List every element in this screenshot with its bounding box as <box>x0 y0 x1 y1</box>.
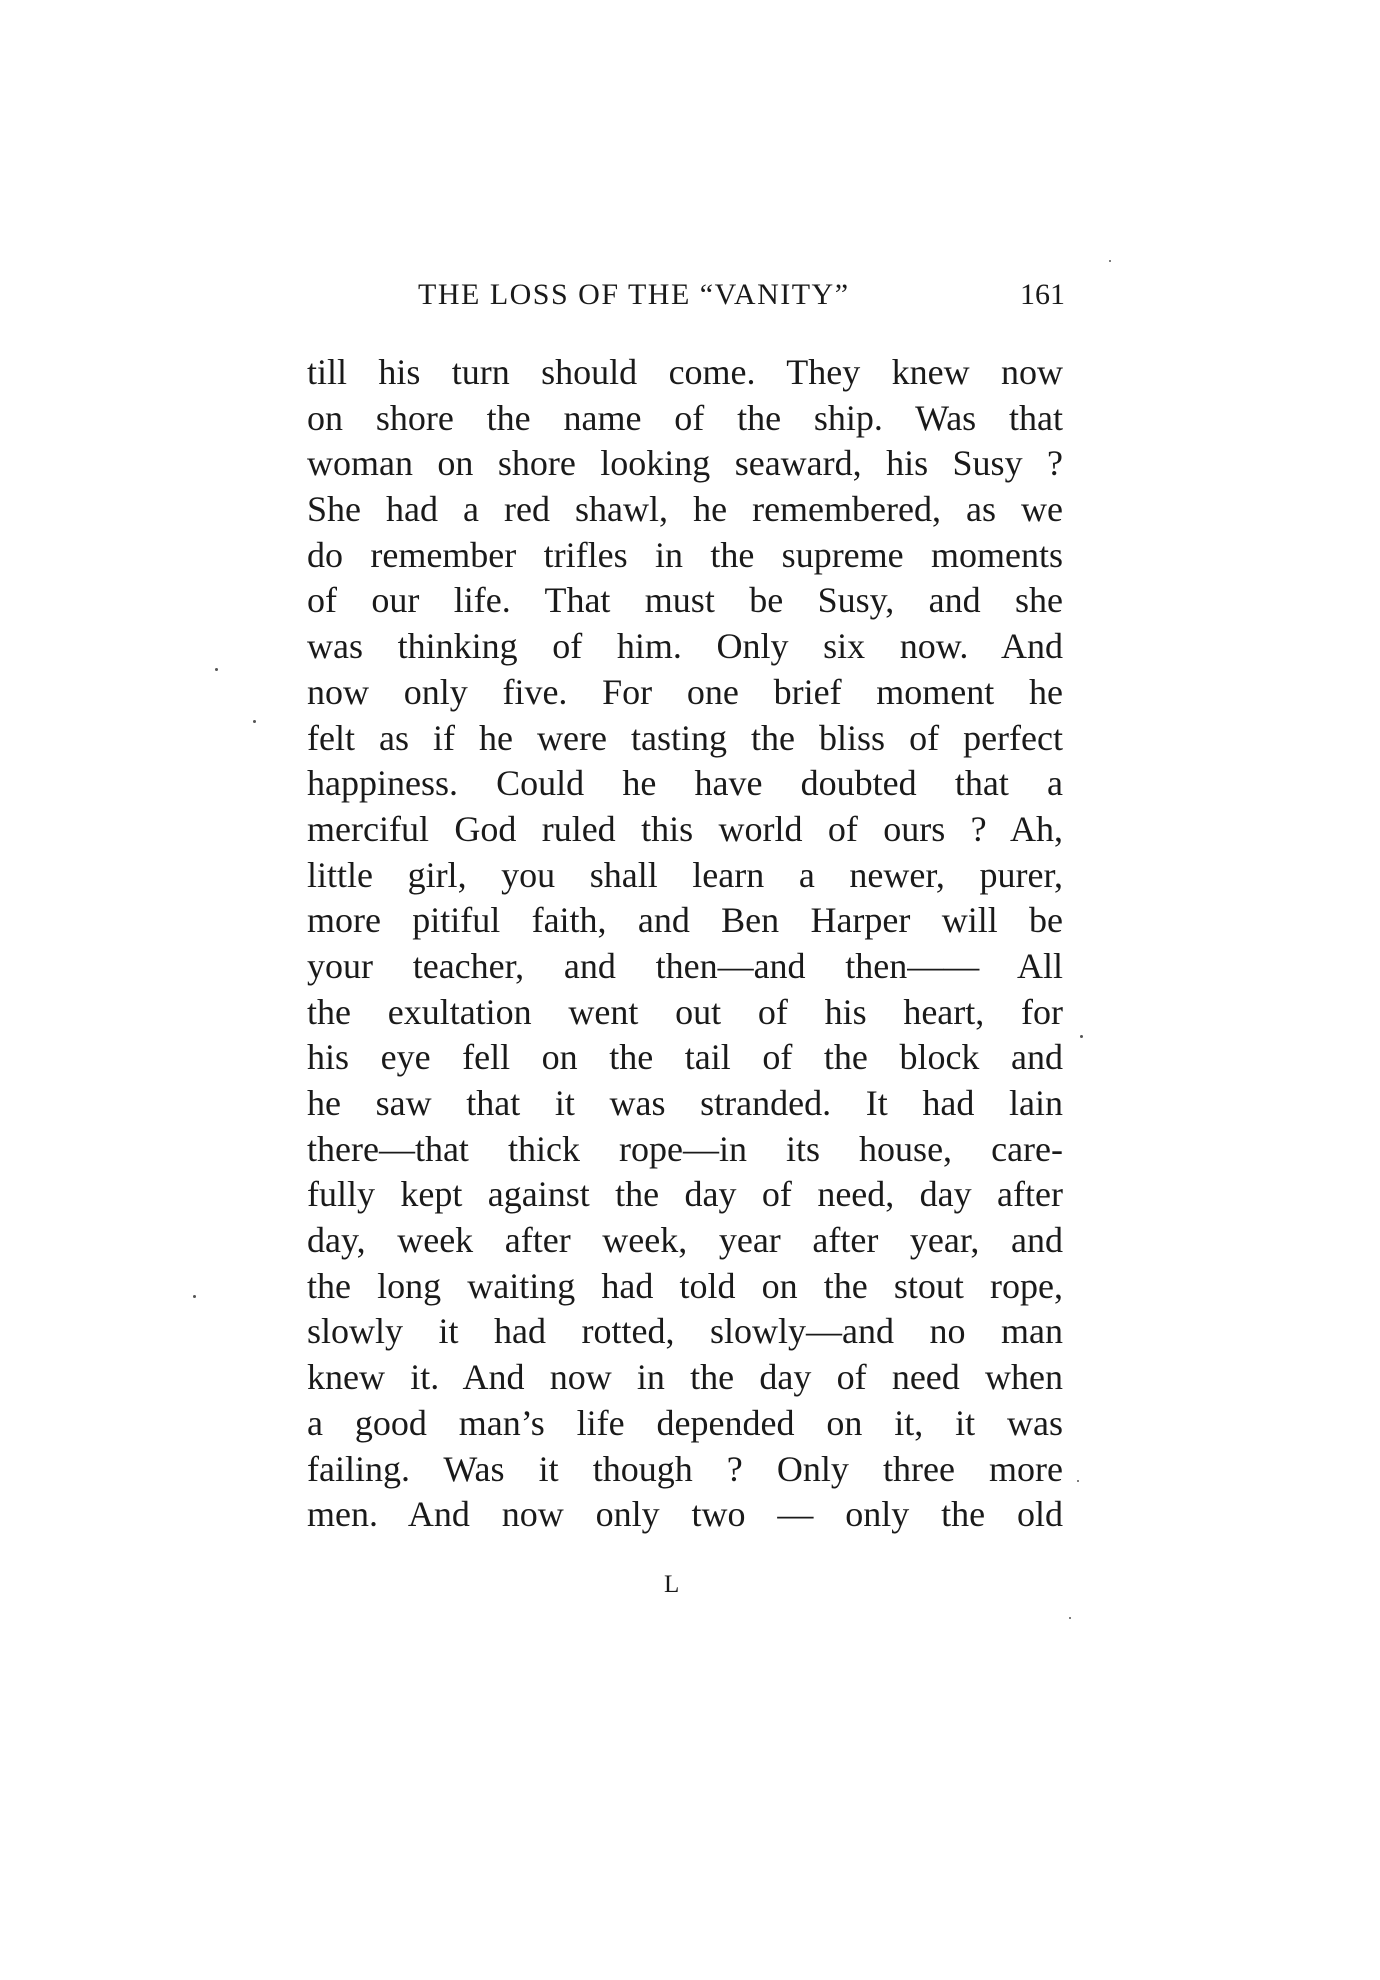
page-number: 161 <box>1020 278 1065 311</box>
scan-speck <box>193 1295 196 1298</box>
text-line: slowly it had rotted, slowly—and no man <box>307 1311 1063 1352</box>
running-title: THE LOSS OF THE “VANITY” <box>418 278 850 311</box>
scan-speck <box>253 720 256 723</box>
text-line: men. And now only two — only the old <box>307 1494 1063 1535</box>
text-line: till his turn should come. They knew now <box>307 352 1063 392</box>
text-line: on shore the name of the ship. Was that <box>307 397 1063 438</box>
text-line: his eye fell on the tail of the block and <box>307 1037 1063 1078</box>
text-line: was thinking of him. Only six now. And <box>307 626 1063 667</box>
text-line: day, week after week, year after year, and <box>307 1220 1063 1261</box>
text-line: the long waiting had told on the stout rope, <box>307 1265 1063 1306</box>
signature-mark: L <box>664 1571 681 1598</box>
text-line: a good man’s life depended on it, it was <box>307 1402 1063 1443</box>
scan-speck <box>215 668 218 671</box>
text-line: felt as if he were tasting the bliss of perfect <box>307 717 1063 758</box>
text-line: now only five. For one brief moment he <box>307 671 1063 712</box>
text-line: knew it. And now in the day of need when <box>307 1357 1063 1398</box>
scan-speck <box>1080 1035 1083 1038</box>
running-head <box>305 278 1065 318</box>
text-line: the exultation went out of his heart, for <box>307 991 1063 1032</box>
text-line: there—that thick rope—in its house, care- <box>307 1128 1063 1169</box>
text-line: more pitiful faith, and Ben Harper will be <box>307 900 1063 941</box>
scan-speck <box>1077 1480 1079 1482</box>
text-line: your teacher, and then—and then—— All <box>307 945 1063 986</box>
text-line: little girl, you shall learn a newer, purer, <box>307 854 1063 895</box>
body-text <box>307 350 1063 1538</box>
text-line: do remember trifles in the supreme moments <box>307 534 1063 575</box>
text-line: failing. Was it though ? Only three more <box>307 1448 1063 1489</box>
text-line: merciful God ruled this world of ours ? Ah, <box>307 808 1063 849</box>
text-line: She had a red shawl, he remembered, as we <box>307 489 1063 530</box>
text-line: happiness. Could he have doubted that a <box>307 763 1063 804</box>
scan-speck <box>1069 1617 1071 1619</box>
text-line: he saw that it was stranded. It had lain <box>307 1083 1063 1123</box>
text-line: fully kept against the day of need, day after <box>307 1174 1063 1215</box>
text-line: woman on shore looking seaward, his Susy ? <box>307 443 1063 484</box>
text-line: of our life. That must be Susy, and she <box>307 580 1063 621</box>
scan-speck <box>1109 260 1111 262</box>
